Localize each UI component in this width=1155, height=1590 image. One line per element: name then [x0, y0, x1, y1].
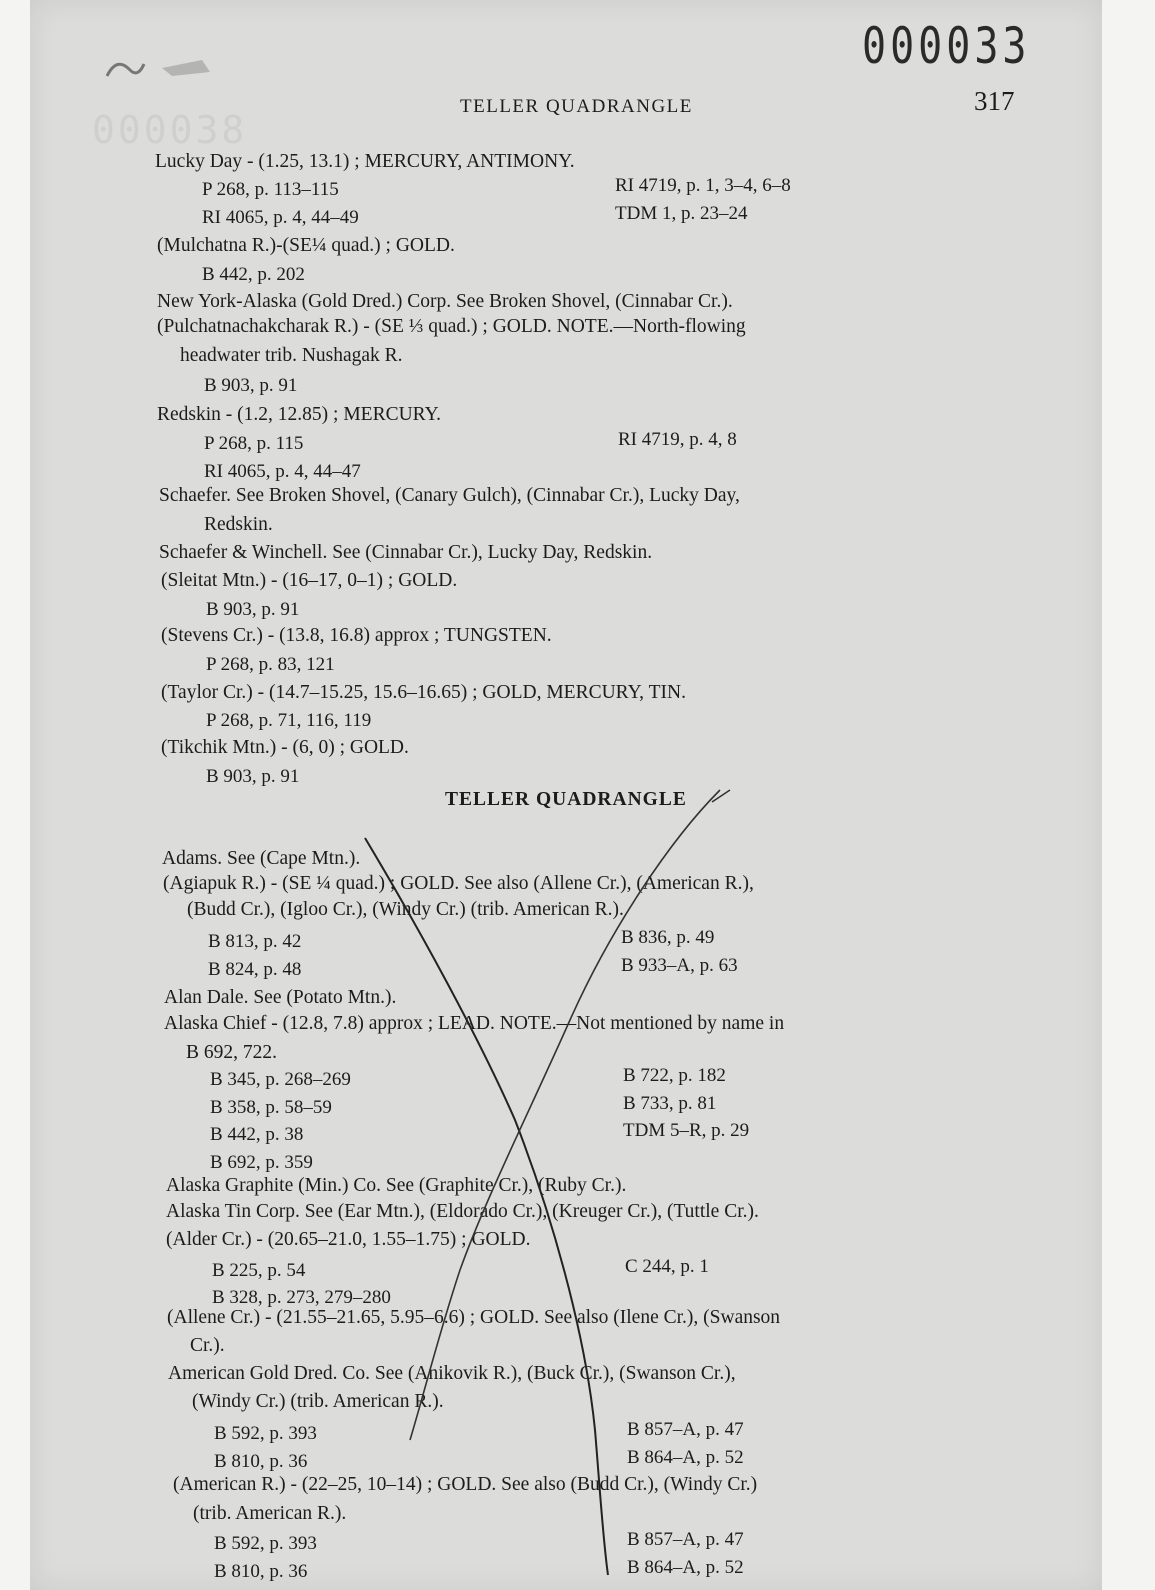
entry-heading: (Mulchatna R.)-(SE¼ quad.) ; GOLD.	[157, 235, 455, 256]
reference: P 268, p. 113–115	[202, 179, 339, 200]
entry-heading: Adams. See (Cape Mtn.).	[162, 848, 361, 869]
entry-heading: (Sleitat Mtn.) - (16–17, 0–1) ; GOLD.	[161, 570, 458, 591]
entry-heading: (Alder Cr.) - (20.65–21.0, 1.55–1.75) ; GOLD.	[166, 1229, 531, 1250]
reference: B 810, p. 36	[214, 1561, 308, 1582]
reference: B 225, p. 54	[212, 1260, 306, 1281]
reference: B 592, p. 393	[214, 1533, 317, 1554]
entry-continuation: headwater trib. Nushagak R.	[180, 345, 403, 366]
reference: B 810, p. 36	[214, 1451, 308, 1472]
entry-heading: Lucky Day - (1.25, 13.1) ; MERCURY, ANTIMONY.	[155, 151, 575, 172]
entry-heading: New York-Alaska (Gold Dred.) Corp. See Broken Shovel, (Cinnabar Cr.).	[157, 291, 733, 312]
reference: B 345, p. 268–269	[210, 1069, 351, 1090]
reference: B 358, p. 58–59	[210, 1097, 332, 1118]
reference: B 864–A, p. 52	[627, 1447, 744, 1468]
entry-heading: Schaefer & Winchell. See (Cinnabar Cr.), Lucky Day, Redskin.	[159, 542, 653, 563]
reference: B 692, p. 359	[210, 1152, 313, 1173]
reference: P 268, p. 71, 116, 119	[206, 710, 372, 731]
cross-out-mark-icon	[30, 0, 1102, 1590]
reference: B 933–A, p. 63	[621, 955, 738, 976]
entry-heading: Schaefer. See Broken Shovel, (Canary Gulch), (Cinnabar Cr.), Lucky Day,	[159, 485, 740, 506]
reference: B 733, p. 81	[623, 1093, 717, 1114]
ghost-number: 000038	[92, 108, 248, 152]
entry-heading: Alaska Graphite (Min.) Co. See (Graphite Cr.), (Ruby Cr.).	[166, 1175, 627, 1196]
entry-continuation: (trib. American R.).	[193, 1503, 347, 1524]
reference: B 813, p. 42	[208, 931, 302, 952]
reference: TDM 5–R, p. 29	[623, 1120, 750, 1141]
reference: RI 4719, p. 1, 3–4, 6–8	[615, 175, 791, 196]
reference: B 592, p. 393	[214, 1423, 317, 1444]
reference: P 268, p. 83, 121	[206, 654, 335, 675]
reference: C 244, p. 1	[625, 1256, 709, 1277]
reference: B 442, p. 202	[202, 264, 305, 285]
entry-heading: (Stevens Cr.) - (13.8, 16.8) approx ; TUNGSTEN.	[161, 625, 552, 646]
entry-heading: Redskin - (1.2, 12.85) ; MERCURY.	[157, 404, 442, 425]
reference: B 722, p. 182	[623, 1065, 726, 1086]
reference: RI 4719, p. 4, 8	[618, 429, 737, 450]
reference: RI 4065, p. 4, 44–47	[204, 461, 361, 482]
entry-continuation: Cr.).	[190, 1335, 225, 1356]
reference: B 903, p. 91	[206, 599, 300, 620]
reference: B 836, p. 49	[621, 927, 715, 948]
reference: P 268, p. 115	[204, 433, 304, 454]
reference: B 864–A, p. 52	[627, 1557, 744, 1578]
reference: B 857–A, p. 47	[627, 1419, 744, 1440]
entry-heading: Alan Dale. See (Potato Mtn.).	[164, 987, 397, 1008]
entry-heading: American Gold Dred. Co. See (Anikovik R.), (Buck Cr.), (Swanson Cr.),	[168, 1363, 736, 1384]
entry-heading: (Pulchatnachakcharak R.) - (SE ⅓ quad.) ; GOLD. NOTE.—North-flowing	[157, 316, 746, 337]
reference: TDM 1, p. 23–24	[615, 203, 748, 224]
entry-continuation: (Windy Cr.) (trib. American R.).	[192, 1391, 444, 1412]
reference: B 903, p. 91	[204, 375, 298, 396]
document-page	[30, 0, 1102, 1590]
reference: B 328, p. 273, 279–280	[212, 1287, 391, 1308]
running-head: TELLER QUADRANGLE	[460, 96, 693, 117]
reference: B 824, p. 48	[208, 959, 302, 980]
page-number: 317	[974, 86, 1015, 116]
reference: RI 4065, p. 4, 44–49	[202, 207, 359, 228]
reference: B 903, p. 91	[206, 766, 300, 787]
reference: B 442, p. 38	[210, 1124, 304, 1145]
section-heading: TELLER QUADRANGLE	[445, 789, 687, 810]
stamp-number: 000033	[862, 18, 1031, 76]
entry-heading: (Agiapuk R.) - (SE ¼ quad.) ; GOLD. See also (Allene Cr.), (American R.),	[163, 873, 754, 894]
entry-continuation: B 692, 722.	[186, 1042, 278, 1063]
entry-heading: (Taylor Cr.) - (14.7–15.25, 15.6–16.65) ; GOLD, MERCURY, TIN.	[161, 682, 686, 703]
entry-heading: Alaska Chief - (12.8, 7.8) approx ; LEAD. NOTE.—Not mentioned by name in	[164, 1013, 785, 1034]
entry-heading: (American R.) - (22–25, 10–14) ; GOLD. See also (Budd Cr.), (Windy Cr.)	[173, 1474, 758, 1495]
entry-continuation: Redskin.	[204, 514, 273, 535]
reference: B 857–A, p. 47	[627, 1529, 744, 1550]
entry-heading: (Allene Cr.) - (21.55–21.65, 5.95–6.6) ; GOLD. See also (Ilene Cr.), (Swanson	[167, 1307, 781, 1328]
entry-continuation: (Budd Cr.), (Igloo Cr.), (Windy Cr.) (trib. American R.).	[187, 899, 624, 920]
entry-heading: Alaska Tin Corp. See (Ear Mtn.), (Eldorado Cr.), (Kreuger Cr.), (Tuttle Cr.).	[166, 1201, 759, 1222]
entry-heading: (Tikchik Mtn.) - (6, 0) ; GOLD.	[161, 737, 409, 758]
